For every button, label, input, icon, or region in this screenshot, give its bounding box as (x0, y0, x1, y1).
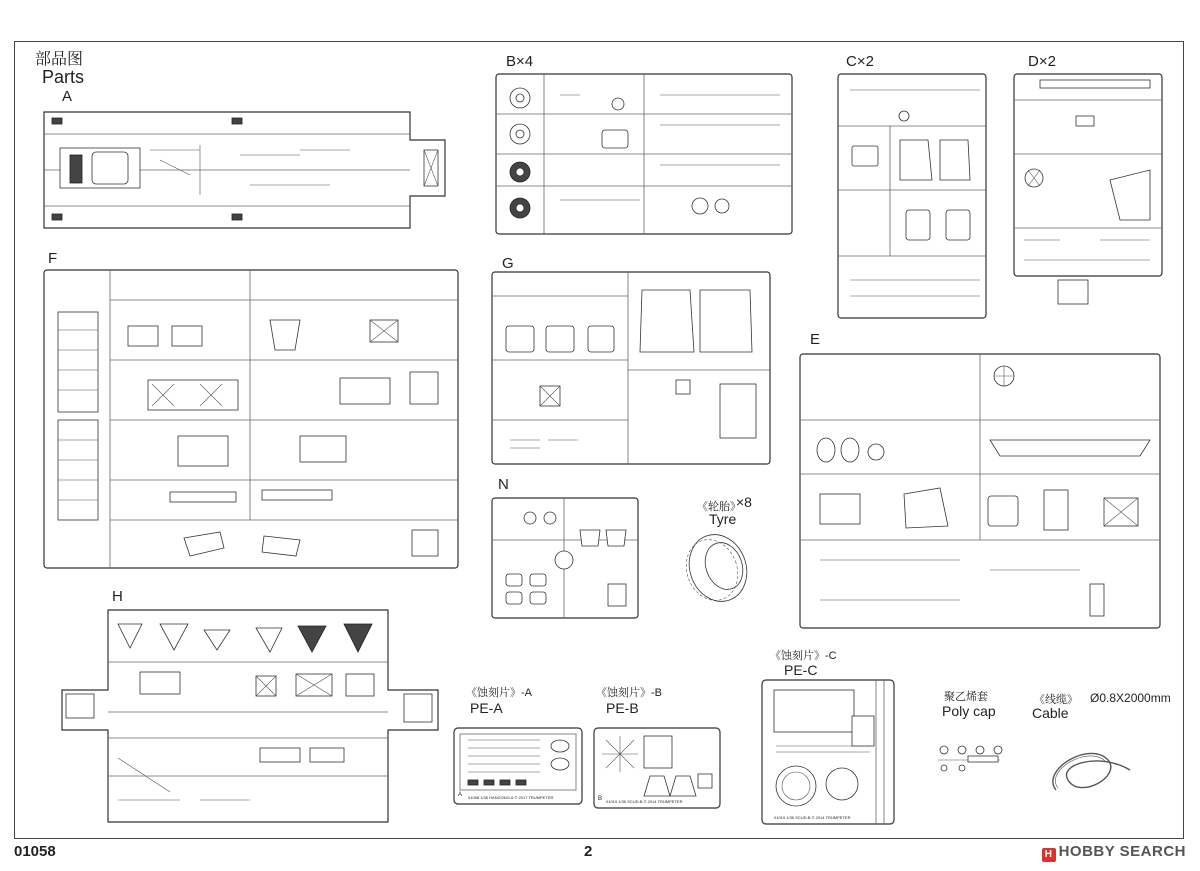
watermark-text: HOBBY SEARCH (1058, 843, 1186, 860)
sprue-g-label: G (502, 255, 514, 272)
cable-spec: Ø0.8X2000mm (1090, 691, 1171, 705)
tyre-count: ×8 (736, 494, 752, 510)
footer-code: 01058 (14, 843, 56, 860)
pe-a-stamp: 01058 1/35 HANGONG-6 © 2017 TRUMPETER (468, 795, 554, 800)
watermark-logo-icon: H (1042, 848, 1056, 862)
polycap-en-label: Poly cap (942, 703, 996, 719)
pe-b-letter: B (598, 796, 603, 802)
cable-cn-label: 《线缆》 (1034, 694, 1078, 706)
page-number: 2 (584, 843, 593, 860)
watermark (1042, 843, 1186, 862)
polycap-cn-label: 聚乙烯套 (944, 691, 988, 703)
pe-a-fret (454, 728, 582, 804)
pe-b-cn-label: 《蚀刻片》-B (596, 687, 662, 699)
sprue-f-label: F (48, 250, 58, 267)
sprue-e (800, 354, 1160, 628)
title-en: Parts (42, 67, 85, 87)
cable-drawing (1053, 753, 1130, 790)
sprue-n (492, 498, 638, 618)
sprue-f (44, 270, 458, 568)
title-cn: 部品图 (35, 51, 84, 68)
sprue-a-label: A (62, 88, 73, 105)
tyre-en-label: Tyre (709, 511, 737, 527)
sprue-h-label: H (112, 588, 123, 605)
polycap-drawing (938, 746, 1002, 771)
pe-c-cn-label: 《蚀刻片》-C (770, 650, 837, 662)
tyre-cn-label: 《轮胎》 (697, 501, 741, 513)
pe-b-fret (594, 728, 720, 808)
pe-a-en-label: PE-A (470, 700, 503, 716)
sprue-a (44, 112, 445, 228)
sprue-c-label: C×2 (846, 53, 874, 70)
sprue-d-label: D×2 (1028, 53, 1056, 70)
sprue-d (1014, 74, 1162, 304)
pe-b-en-label: PE-B (606, 700, 639, 716)
sprue-h (62, 610, 438, 822)
pe-c-en-label: PE-C (784, 662, 818, 678)
sprue-c (838, 74, 986, 318)
pe-b-stamp: 01019 1/35 SCUD-B © 2014 TRUMPETER (606, 799, 683, 804)
pe-a-cn-label: 《蚀刻片》-A (466, 687, 532, 699)
pe-a-letter: A (458, 792, 463, 798)
sprue-e-label: E (810, 331, 821, 348)
pe-c-fret (762, 680, 894, 824)
sprue-b (496, 74, 792, 234)
sprue-g (492, 272, 770, 464)
tyre-drawing (678, 526, 756, 609)
sprue-n-label: N (498, 476, 509, 493)
pe-c-stamp: 01019 1/35 SCUD-B © 2014 TRUMPETER (774, 815, 851, 820)
cable-en-label: Cable (1032, 705, 1069, 721)
sprue-b-label: B×4 (506, 53, 534, 70)
